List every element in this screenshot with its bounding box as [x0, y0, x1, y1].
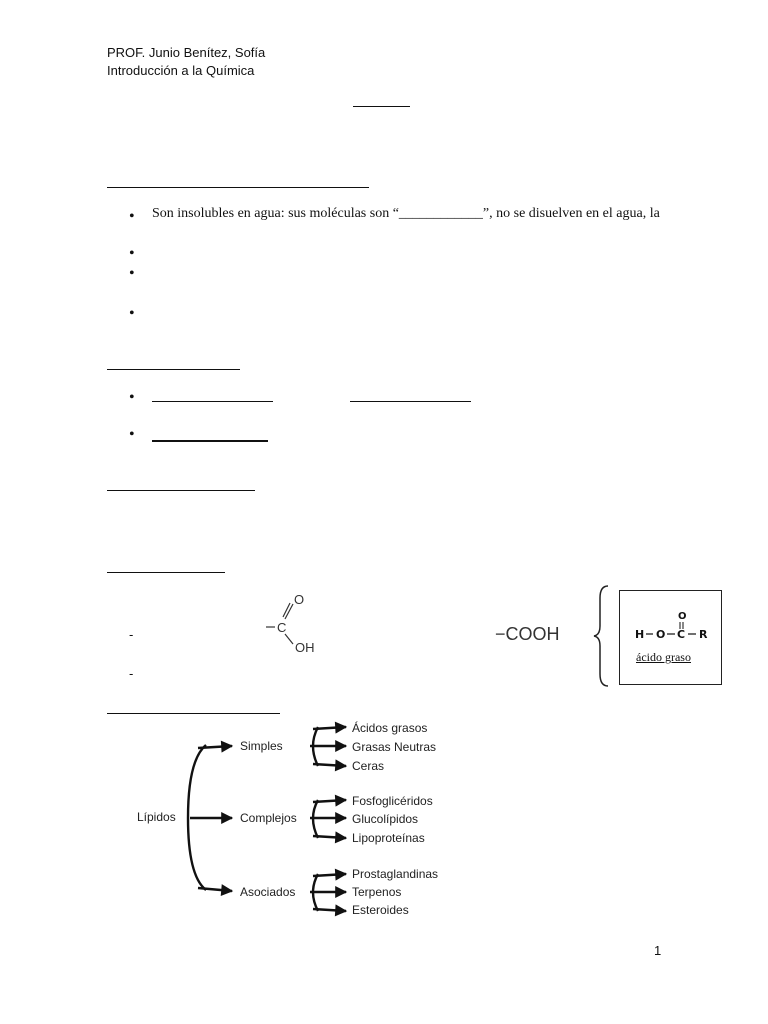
fatty-acid-label: ácido graso	[636, 650, 691, 664]
structure-oh-label: OH	[295, 640, 315, 655]
tree-group-simples: Simples	[240, 739, 283, 753]
tree-item: Grasas Neutras	[352, 740, 437, 754]
dash-marker: -	[129, 666, 134, 681]
tree-item: Esteroides	[352, 903, 409, 917]
box-o2-label: O	[656, 628, 666, 641]
dash-marker: -	[129, 627, 134, 642]
tree-root-lipidos: Lípidos	[137, 810, 176, 824]
bullet-marker: •	[129, 245, 135, 262]
tree-item: Ceras	[352, 759, 385, 773]
bullet-marker: •	[129, 265, 135, 282]
tree-item: Prostaglandinas	[352, 867, 439, 881]
bullet-text-insolubles: Son insolubles en agua: sus moléculas son “____________”, no se disuelven en el agua, la	[152, 206, 660, 221]
box-r-label: R	[699, 628, 708, 641]
author-line: PROF. Junio Benítez, Sofía	[107, 45, 266, 60]
bullet-marker: •	[129, 389, 135, 406]
box-h-label: H	[635, 628, 645, 641]
tree-item: Ácidos grasos	[352, 721, 428, 735]
tree-group-complejos: Complejos	[240, 811, 297, 825]
structure-o-label: O	[294, 592, 305, 607]
tree-item: Lipoproteínas	[352, 831, 425, 845]
bullet-marker: •	[129, 305, 135, 322]
tree-group-asociados: Asociados	[240, 885, 296, 899]
tree-item: Glucolípidos	[352, 812, 419, 826]
tree-item: Terpenos	[352, 885, 402, 899]
tree-item: Fosfoglicéridos	[352, 794, 433, 808]
structure-c-label: C	[277, 620, 287, 635]
box-c-label: C	[677, 628, 686, 641]
bullet-marker: •	[129, 208, 135, 225]
cooh-group: −COOH	[495, 624, 560, 644]
course-line: Introducción a la Química	[107, 63, 255, 78]
box-o-label: O	[678, 611, 687, 622]
bullet-marker: •	[129, 426, 135, 443]
page-number: 1	[654, 943, 662, 958]
